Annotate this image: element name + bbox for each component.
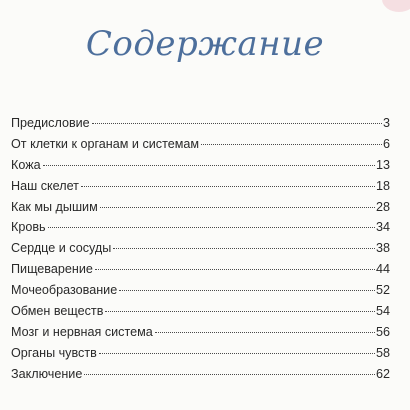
toc-entry-page: 38 — [375, 241, 390, 256]
toc-entry-title: Органы чувств — [11, 345, 97, 360]
toc-dot-leader — [48, 227, 375, 228]
corner-decoration — [382, 0, 410, 12]
toc-entry[interactable] — [11, 217, 390, 238]
toc-entry[interactable] — [11, 176, 390, 197]
toc-entry-title: Заключение — [11, 366, 83, 381]
table-of-contents — [11, 113, 390, 385]
toc-entry-title: Кожа — [11, 157, 41, 172]
toc-entry[interactable] — [11, 259, 390, 280]
toc-entry[interactable] — [11, 238, 390, 259]
toc-dot-leader — [84, 374, 375, 375]
toc-entry-page: 18 — [375, 178, 390, 193]
toc-dot-leader — [113, 248, 375, 249]
toc-dot-leader — [119, 290, 375, 291]
toc-entry[interactable] — [11, 322, 390, 343]
toc-dot-leader — [43, 165, 375, 166]
toc-dot-leader — [99, 353, 375, 354]
toc-entry-title: Предисловие — [11, 116, 90, 130]
toc-entry-title: Сердце и сосуды — [11, 241, 112, 256]
toc-entry[interactable] — [11, 134, 390, 155]
toc-entry[interactable] — [11, 280, 390, 301]
toc-entry-page: 6 — [382, 136, 390, 151]
toc-entry[interactable] — [11, 155, 390, 176]
toc-dot-leader — [81, 186, 375, 187]
toc-entry[interactable] — [11, 364, 390, 385]
toc-entry-title: Кровь — [11, 220, 46, 235]
toc-entry-title: Обмен веществ — [11, 304, 104, 319]
toc-entry[interactable] — [11, 113, 390, 134]
toc-entry-page: 58 — [375, 345, 390, 360]
toc-entry-title: Мочеобразование — [11, 283, 118, 298]
toc-entry-page: 56 — [375, 324, 390, 339]
toc-entry-page: 3 — [382, 116, 390, 130]
toc-dot-leader — [155, 332, 375, 333]
toc-entry-title: Пищеварение — [11, 262, 93, 277]
toc-entry-page: 13 — [375, 157, 390, 172]
toc-dot-leader — [201, 144, 382, 145]
toc-entry[interactable] — [11, 197, 390, 218]
toc-entry-page: 44 — [375, 262, 390, 277]
toc-entry-page: 52 — [375, 283, 390, 298]
toc-entry-title: От клетки к органам и системам — [11, 136, 200, 151]
toc-entry[interactable] — [11, 343, 390, 364]
toc-dot-leader — [100, 207, 375, 208]
toc-dot-leader — [95, 269, 375, 270]
toc-entry-page: 62 — [375, 366, 390, 381]
toc-dot-leader — [92, 123, 382, 124]
page-title: Содержание — [85, 24, 325, 64]
toc-entry-page: 28 — [375, 199, 390, 214]
toc-entry-title: Как мы дышим — [11, 199, 98, 214]
toc-dot-leader — [105, 311, 375, 312]
toc-entry-page: 34 — [375, 220, 390, 235]
toc-entry-title: Наш скелет — [11, 178, 79, 193]
toc-entry-page: 54 — [375, 304, 390, 319]
toc-entry[interactable] — [11, 301, 390, 322]
toc-entry-title: Мозг и нервная система — [11, 324, 153, 339]
